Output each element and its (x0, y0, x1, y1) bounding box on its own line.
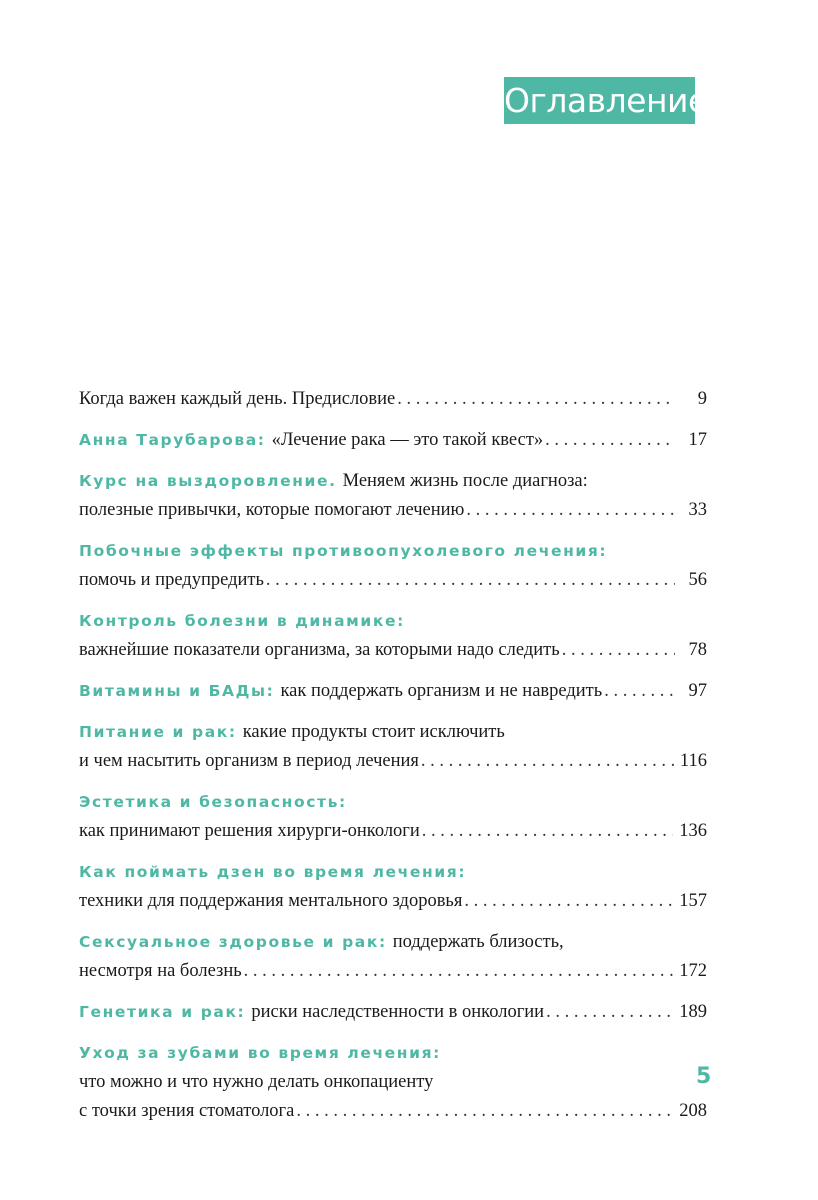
toc-chapter-heading: Уход за зубами во время лечения: (79, 1044, 441, 1062)
toc-page-number: 78 (688, 640, 707, 660)
toc-chapter-text: с точки зрения стоматолога (79, 1101, 295, 1121)
dot-leader (464, 887, 673, 916)
toc-chapter-text: какие продукты стоит исключить (242, 722, 505, 742)
toc-chapter-text: что можно и что нужно делать онкопациенту (79, 1072, 434, 1092)
toc-chapter-text: Меняем жизнь после диагноза: (342, 471, 588, 491)
toc-chapter-heading: Анна Тарубарова: (79, 431, 266, 449)
toc-line (79, 496, 707, 525)
toc-line (79, 677, 707, 706)
toc-chapter-text: Когда важен каждый день. Предисловие (79, 389, 396, 409)
toc-entry[interactable] (79, 788, 707, 846)
toc-line (79, 467, 707, 496)
toc-page-number: 136 (679, 821, 707, 841)
toc-entry[interactable] (79, 537, 707, 595)
toc-page-number: 116 (679, 751, 707, 771)
toc-chapter-heading: Как поймать дзен во время лечения: (79, 863, 467, 881)
toc-page-number: 97 (688, 681, 707, 701)
toc-chapter-text: техники для поддержания ментального здоровья (79, 891, 463, 911)
toc-page-number: 33 (688, 500, 707, 520)
toc-chapter-text: важнейшие показатели организма, за которыми надо следить (79, 640, 560, 660)
toc-chapter-text: помочь и предупредить (79, 570, 264, 590)
toc-line (79, 566, 707, 595)
toc-page-number: 157 (679, 891, 707, 911)
toc-chapter-text: риски наследственности в онкологии (251, 1002, 545, 1022)
toc-chapter-text: поддержать близость, (392, 932, 564, 952)
dot-leader (296, 1097, 673, 1126)
dot-leader (244, 957, 674, 986)
toc-page-number: 208 (679, 1101, 707, 1121)
toc-line (79, 887, 707, 916)
dot-leader (422, 817, 673, 846)
toc-page-number: 17 (688, 430, 707, 450)
toc-entry[interactable] (79, 928, 707, 986)
toc-entry[interactable] (79, 385, 707, 414)
toc-chapter-heading: Курс на выздоровление. (79, 472, 337, 490)
toc-chapter-heading: Побочные эффекты противоопухолевого лечения: (79, 542, 608, 560)
toc-chapter-text: несмотря на болезнь (79, 961, 242, 981)
toc-line (79, 928, 707, 957)
toc-chapter-text: «Лечение рака — это такой квест» (271, 430, 544, 450)
toc-entry[interactable] (79, 677, 707, 706)
dot-leader (266, 566, 675, 595)
toc-entry[interactable] (79, 467, 707, 525)
toc-entry[interactable] (79, 858, 707, 916)
toc-entry[interactable] (79, 607, 707, 665)
dot-leader (421, 747, 674, 776)
toc-entry[interactable] (79, 1039, 707, 1126)
toc-chapter-text: как принимают решения хирурги-онкологи (79, 821, 420, 841)
dot-leader (562, 636, 675, 665)
toc-chapter-text: и чем насытить организм в период лечения (79, 751, 419, 771)
toc-line (79, 718, 707, 747)
toc-chapter-heading: Контроль болезни в динамике: (79, 612, 405, 630)
toc-chapter-heading: Генетика и рак: (79, 1003, 246, 1021)
toc-chapter-text: полезные привычки, которые помогают лечению (79, 500, 465, 520)
toc-entry[interactable] (79, 718, 707, 776)
toc-page-number: 172 (679, 961, 707, 981)
toc-line (79, 957, 707, 986)
toc-line (79, 747, 707, 776)
page-title: Оглавление (504, 77, 695, 124)
toc-chapter-heading: Витамины и БАДы: (79, 682, 275, 700)
toc-line (79, 636, 707, 665)
toc-page-number: 9 (697, 389, 707, 409)
toc-chapter-heading: Питание и рак: (79, 723, 237, 741)
dot-leader (546, 998, 673, 1027)
dot-leader (545, 426, 675, 455)
toc-line (79, 1039, 707, 1068)
toc-line (79, 817, 707, 846)
toc-line (79, 385, 707, 414)
toc-page-number: 189 (679, 1002, 707, 1022)
toc-entry[interactable] (79, 998, 707, 1027)
toc-chapter-heading: Эстетика и безопасность: (79, 793, 347, 811)
toc-line (79, 607, 707, 636)
table-of-contents (79, 385, 707, 1138)
dot-leader (466, 496, 675, 525)
dot-leader (604, 677, 675, 706)
toc-line (79, 1097, 707, 1126)
toc-chapter-heading: Сексуальное здоровье и рак: (79, 933, 387, 951)
toc-page-number: 56 (688, 570, 707, 590)
toc-line (79, 537, 707, 566)
toc-entry[interactable] (79, 426, 707, 455)
dot-leader (397, 385, 675, 414)
toc-line (79, 998, 707, 1027)
toc-line (79, 426, 707, 455)
toc-line (79, 858, 707, 887)
toc-line (79, 1068, 707, 1097)
toc-line (79, 788, 707, 817)
toc-chapter-text: как поддержать организм и не навредить (280, 681, 603, 701)
page-number: 5 (696, 1064, 712, 1089)
